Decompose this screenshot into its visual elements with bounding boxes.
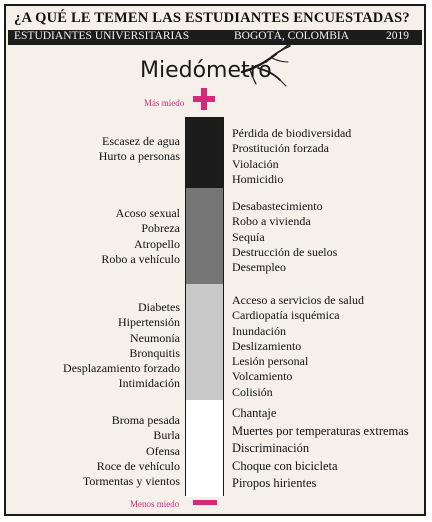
level-4-left-list [83, 413, 180, 489]
fear-item: Volcamiento [232, 369, 293, 384]
band-year: 2019 [386, 30, 409, 42]
level-1-segment [186, 118, 223, 188]
fear-item: Atropello [134, 236, 180, 251]
level-2-segment [186, 188, 223, 284]
fear-item: Muertes por temperaturas extremas [232, 423, 409, 438]
band-population: ESTUDIANTES UNIVERSITARIAS [14, 30, 190, 42]
level-3-left-list [63, 300, 180, 392]
fear-item: Inundación [232, 323, 286, 338]
fear-item: Sequía [232, 229, 265, 244]
fear-item: Deslizamiento [232, 338, 302, 353]
fear-item: Cardiopatía isquémica [232, 308, 340, 323]
fear-item: Robo a vehículo [101, 251, 180, 266]
fear-item: Choque con bicicleta [232, 458, 338, 473]
fear-item: Desempleo [232, 260, 286, 275]
fear-item: Pérdida de biodiversidad [232, 126, 352, 140]
band-location: BOGOTÁ, COLOMBIA [234, 30, 349, 42]
level-1-left-list [99, 134, 180, 165]
poster-title: ¿A QUÉ LE TEMEN LAS ESTUDIANTES ENCUESTADAS? [14, 10, 410, 26]
fear-item: Bronquitis [129, 345, 180, 360]
fear-item: Discriminación [232, 441, 310, 455]
level-3-segment [186, 284, 223, 400]
fear-item: Ofensa [146, 443, 180, 458]
fear-item: Prostitución forzada [232, 141, 329, 156]
fear-item: Pobreza [141, 221, 180, 236]
tree-icon [236, 40, 300, 88]
fear-item: Piropos hirientes [232, 476, 317, 490]
fear-item: Desplazamiento forzado [63, 361, 180, 376]
fear-item: Lesión personal [232, 354, 309, 369]
fear-item: Intimidación [118, 376, 180, 391]
less-fear-label: Menos miedo [130, 499, 180, 509]
fear-item: Roce de vehículo [96, 458, 180, 473]
level-2-left-list [101, 206, 180, 267]
fear-item: Hipertensión [118, 315, 180, 330]
fear-item: Colisión [232, 384, 273, 399]
fear-item: Neumonía [130, 330, 180, 345]
level-4-segment [186, 400, 223, 497]
plus-icon [193, 88, 215, 110]
fear-item: Escasez de agua [102, 134, 180, 148]
fear-item: Desabastecimiento [232, 199, 323, 213]
fear-item: Hurto a personas [98, 149, 180, 164]
level-1-right-list [232, 126, 351, 187]
fear-meter-bar [185, 117, 224, 496]
fear-item: Chantaje [232, 406, 277, 420]
fear-item: Homicidio [232, 171, 284, 186]
fear-item: Tormentas y vientos [82, 474, 180, 489]
more-fear-label: Más miedo [144, 98, 185, 108]
fear-item: Diabetes [138, 300, 180, 314]
fear-item: Acoso sexual [115, 206, 180, 220]
fear-item: Broma pesada [111, 413, 180, 427]
level-4-right-list [232, 405, 409, 493]
fear-item: Burla [153, 428, 180, 443]
fear-item: Violación [232, 156, 279, 171]
level-2-right-list [232, 199, 337, 275]
minus-icon [193, 500, 217, 505]
fear-item: Acceso a servicios de salud [232, 293, 364, 307]
logo-text: Miedómetro [140, 58, 272, 83]
level-3-right-list [232, 293, 364, 400]
info-band [8, 30, 422, 45]
fear-item: Destrucción de suelos [232, 244, 338, 259]
fear-item: Robo a vivienda [232, 214, 311, 229]
